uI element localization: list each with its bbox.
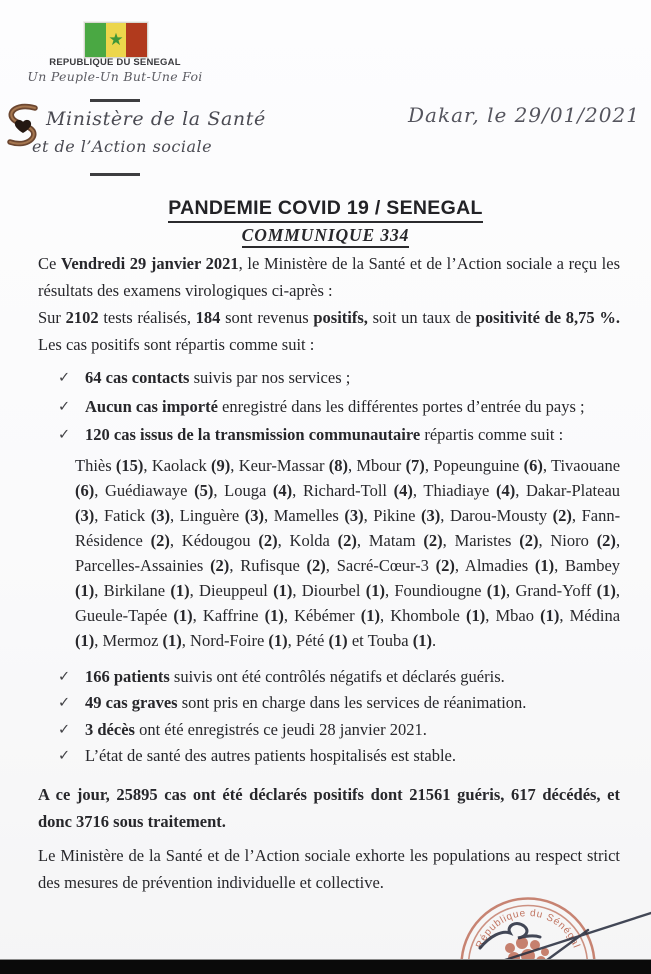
case-count: (4) bbox=[272, 480, 293, 500]
case-name: Mbao bbox=[495, 605, 541, 625]
national-motto: Un Peuple-Un But-Une Foi bbox=[27, 69, 203, 84]
case-name: Matam bbox=[368, 530, 424, 550]
text: Le Ministère de la Santé et de l’Action sociale exhorte les populations au respect strict des mesures de prévention individuelle et collective. bbox=[38, 845, 620, 892]
check-icon: ✓ bbox=[58, 398, 71, 415]
case-count: (2) bbox=[306, 555, 326, 575]
case-count: (1) bbox=[268, 630, 288, 650]
case-name: Maristes bbox=[454, 530, 520, 550]
case-count: (8) bbox=[328, 455, 348, 475]
text: Ce bbox=[38, 254, 61, 273]
case-name: Fatick bbox=[103, 505, 151, 525]
case-name: Pikine bbox=[373, 505, 421, 525]
check-icon: ✓ bbox=[58, 668, 71, 685]
case-name: Parcelles-Assainies bbox=[75, 555, 211, 575]
case-count: (15) bbox=[115, 455, 144, 475]
case-count: (1) bbox=[75, 630, 95, 650]
bullet-item bbox=[38, 421, 620, 450]
flag-stripe-green bbox=[85, 23, 106, 57]
case-count: (2) bbox=[337, 530, 357, 550]
case-count: (9) bbox=[211, 455, 231, 475]
text: tests réalisés, bbox=[98, 308, 196, 327]
bullet-item bbox=[38, 690, 620, 717]
case-name: Popeunguine bbox=[433, 455, 524, 475]
case-count: (2) bbox=[552, 505, 572, 525]
bullet-text bbox=[85, 425, 563, 444]
case-name: Guédiawaye bbox=[105, 480, 195, 500]
text: suivis ont été contrôlés négatifs et déclarés guéris. bbox=[169, 666, 505, 686]
case-count: (1) bbox=[328, 630, 348, 650]
case-name: Kédougou bbox=[181, 530, 259, 550]
bold-text: 3 décès bbox=[85, 719, 135, 739]
check-icon: ✓ bbox=[58, 748, 71, 764]
bullet-list-bottom bbox=[38, 664, 620, 770]
bullet-item bbox=[38, 717, 620, 744]
case-name: Keur-Massar bbox=[238, 455, 329, 475]
case-count: (1) bbox=[466, 605, 486, 625]
case-count: (1) bbox=[273, 580, 293, 600]
case-name: Mermoz bbox=[102, 630, 163, 650]
bold-text: 120 cas issus de la transmission communautaire bbox=[85, 425, 421, 444]
divider bbox=[90, 173, 140, 176]
case-name: Diourbel bbox=[301, 580, 366, 600]
case-name: Nord-Foire bbox=[190, 630, 269, 650]
check-icon: ✓ bbox=[58, 721, 71, 738]
text: enregistré dans les différentes portes d’entrée du pays ; bbox=[217, 396, 585, 416]
case-name: Darou-Mousty bbox=[449, 505, 553, 525]
case-count: (1) bbox=[534, 555, 555, 575]
bullet-text bbox=[85, 746, 456, 765]
case-count: (1) bbox=[486, 580, 507, 600]
case-count: (1) bbox=[162, 630, 182, 650]
case-count: (1) bbox=[596, 580, 616, 600]
case-count: (3) bbox=[75, 505, 95, 525]
case-name: Birkilane bbox=[103, 580, 171, 600]
case-count: (5) bbox=[194, 480, 214, 500]
case-name: Dakar-Plateau bbox=[526, 480, 621, 500]
case-name: Médina bbox=[569, 605, 621, 625]
dateline: Dakar, le 29/01/2021 bbox=[408, 103, 640, 127]
cases-paragraph: Thiès (15), Kaolack (9), Keur-Massar (8), Mbour (7), Popeunguine (6), Tivaouane (6), Guédiawaye (5), Louga (4), Richard-Toll (4), Thiadiaye (4), Dakar-Plateau (3), Fatick (3), Linguère (3), Mamelles (3), Pikine (3), Darou-Mousty (2), Fann-Résidence (2), Kédougou (2), Kolda (2), Matam (2), Maristes (2), Nioro (2), Parcelles-Assainies (2), Rufisque (2), Sacré-Cœur-3 (2), Almadies (1), Bambey (1), Birkilane (1), Dieuppeul (1), Diourbel (1), Foundiougne (1), Grand-Yoff (1), Gueule-Tapée (1), Kaffrine (1), Kébémer (1), Khombole (1), Mbao (1), Médina (1), Mermoz (1), Nord-Foire (1), Pété (1) et Touba (1). bbox=[75, 455, 621, 650]
case-count: (1) bbox=[540, 605, 560, 625]
case-count: (2) bbox=[596, 530, 616, 550]
text: Sur bbox=[38, 308, 66, 327]
ministry-name: Ministère de la Santé bbox=[46, 108, 266, 130]
title-block bbox=[0, 197, 651, 248]
bold-text: 64 cas contacts bbox=[85, 368, 190, 387]
bullet-list-top bbox=[38, 364, 620, 450]
case-name: Thiadiaye bbox=[423, 480, 496, 500]
case-name: Khombole bbox=[390, 605, 466, 625]
text: L’état de santé des autres patients hospitalisés est stable. bbox=[85, 746, 457, 765]
case-count: (3) bbox=[421, 505, 441, 525]
bullet-item bbox=[38, 364, 620, 393]
stamp-label: République du Sénégal bbox=[474, 907, 582, 951]
case-name: Nioro bbox=[550, 530, 597, 550]
case-count: (3) bbox=[150, 505, 170, 525]
case-count: (1) bbox=[360, 605, 380, 625]
footer-scan-bar bbox=[0, 959, 651, 974]
case-name: Rufisque bbox=[240, 555, 307, 575]
case-name: Grand-Yoff bbox=[515, 580, 597, 600]
bullet-item bbox=[38, 664, 620, 691]
case-count: (1) bbox=[173, 605, 193, 625]
summary-paragraph bbox=[38, 781, 620, 836]
case-name: Kolda bbox=[289, 530, 338, 550]
case-name: Mbour bbox=[356, 455, 406, 475]
case-name: Gueule-Tapée bbox=[75, 605, 174, 625]
check-icon: ✓ bbox=[58, 370, 71, 386]
republic-title: REPUBLIQUE DU SENEGAL bbox=[49, 57, 181, 68]
bold-text: A ce jour, 25895 cas ont été déclarés positifs dont 21561 guéris, 617 décédés, et donc 3716 sous traitement. bbox=[38, 784, 620, 831]
case-name: Kébémer bbox=[294, 605, 361, 625]
text: répartis comme suit : bbox=[420, 425, 564, 444]
case-name: Kaolack bbox=[151, 455, 212, 475]
text: suivis par nos services ; bbox=[189, 368, 351, 387]
case-count: (4) bbox=[495, 480, 516, 500]
doc-subtitle: COMMUNIQUE 334 bbox=[242, 225, 410, 248]
case-count: (2) bbox=[435, 555, 455, 575]
paragraph-tests bbox=[38, 304, 620, 358]
text: sont revenus bbox=[220, 308, 314, 327]
case-count: (2) bbox=[258, 530, 278, 550]
case-count: (1) bbox=[75, 580, 95, 600]
case-count: (2) bbox=[519, 530, 539, 550]
text: sont pris en charge dans les services de réanimation. bbox=[177, 693, 527, 712]
bold-text: Aucun cas importé bbox=[85, 396, 218, 416]
case-name: Pété bbox=[295, 630, 329, 650]
case-count: (7) bbox=[405, 455, 425, 475]
bullet-text bbox=[85, 667, 505, 686]
bullet-text bbox=[85, 720, 427, 739]
case-count: (1) bbox=[365, 580, 385, 600]
case-name: Bambey bbox=[565, 555, 621, 575]
case-name: Almadies bbox=[464, 555, 535, 575]
case-count: (2) bbox=[150, 530, 170, 550]
case-count: (4) bbox=[393, 480, 413, 500]
case-name: Mamelles bbox=[273, 505, 345, 525]
text: Les cas positifs sont répartis comme suit : bbox=[38, 335, 315, 354]
case-count: (1) bbox=[264, 605, 284, 625]
bullet-text bbox=[85, 693, 526, 712]
case-name: Dieuppeul bbox=[199, 580, 274, 600]
case-count: (2) bbox=[210, 555, 230, 575]
case-name: Tivaouane bbox=[550, 455, 621, 475]
case-name: Sacré-Cœur-3 bbox=[336, 555, 436, 575]
case-count: (1) bbox=[412, 630, 432, 650]
case-count: (6) bbox=[523, 455, 543, 475]
bold-text: 2102 bbox=[65, 308, 99, 327]
case-name: Linguère bbox=[179, 505, 245, 525]
flag-stripe-red bbox=[126, 23, 147, 57]
senegal-flag bbox=[84, 22, 148, 58]
doc-title: PANDEMIE COVID 19 / SENEGAL bbox=[168, 197, 482, 223]
text: ont été enregistrés ce jeudi 28 janvier 2021. bbox=[134, 719, 427, 739]
bold-text: 184 bbox=[195, 308, 221, 327]
case-name: Thiès bbox=[75, 455, 116, 475]
case-name: Louga bbox=[224, 480, 273, 500]
text: soit un taux de bbox=[367, 308, 476, 327]
bullet-text bbox=[85, 368, 350, 387]
bullet-text bbox=[85, 397, 585, 416]
case-count: (6) bbox=[75, 480, 95, 500]
bold-text: Vendredi 29 janvier 2021 bbox=[60, 254, 239, 273]
case-name: Fann-Résidence bbox=[75, 505, 621, 550]
case-name: Kaffrine bbox=[202, 605, 265, 625]
divider bbox=[90, 99, 140, 102]
check-icon: ✓ bbox=[58, 427, 71, 443]
ministry-name-line2: et de l’Action sociale bbox=[32, 137, 213, 156]
bold-text: positivité de 8,75 %. bbox=[475, 308, 620, 327]
bold-text: 49 cas graves bbox=[85, 693, 178, 712]
check-icon: ✓ bbox=[58, 695, 71, 711]
case-count: (2) bbox=[423, 530, 443, 550]
case-count: (1) bbox=[170, 580, 190, 600]
bold-text: positifs, bbox=[313, 308, 368, 327]
bold-text: 166 patients bbox=[85, 666, 170, 686]
bullet-item bbox=[38, 743, 620, 770]
paragraph-intro bbox=[38, 250, 620, 304]
bullet-item bbox=[38, 393, 620, 422]
case-name: Richard-Toll bbox=[302, 480, 394, 500]
case-count: (3) bbox=[244, 505, 265, 525]
case-name: Foundiougne bbox=[394, 580, 487, 600]
document-body bbox=[38, 250, 620, 897]
case-count: (3) bbox=[344, 505, 364, 525]
text: , le Ministère de la Santé et de l’Action sociale a reçu les résultats des examens virologiques ci-après : bbox=[38, 254, 620, 300]
star-icon: ★ bbox=[108, 29, 124, 49]
case-name: Touba bbox=[367, 630, 413, 650]
